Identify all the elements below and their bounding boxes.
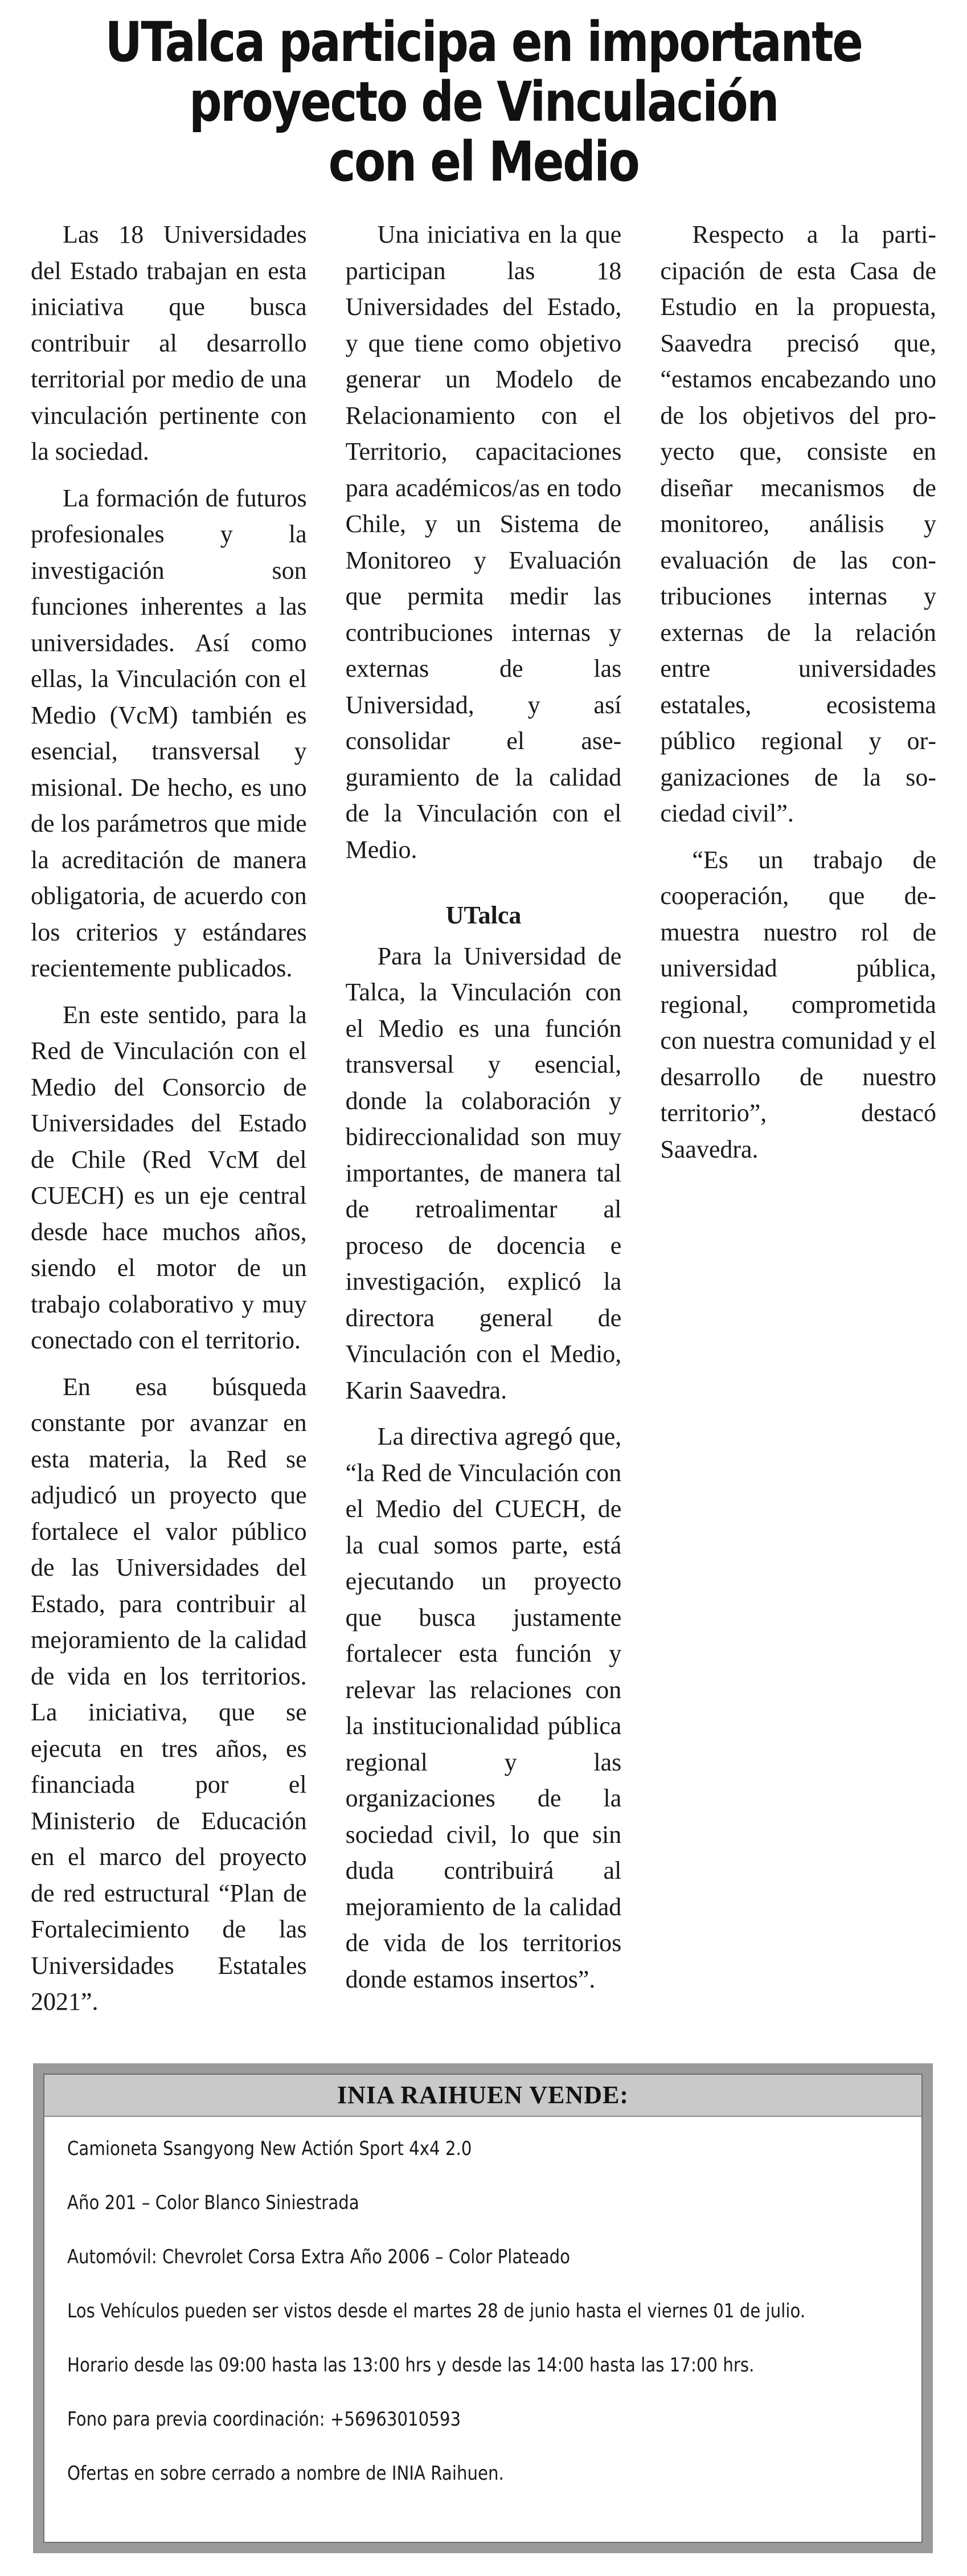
headline-line: proyecto de Vinculación bbox=[189, 70, 778, 134]
article-headline bbox=[96, 10, 870, 194]
ad-line: Automóvil: Chevrolet Corsa Extra Año 2006 – Color Plateado bbox=[67, 2246, 571, 2268]
ad-line: Los Vehículos pueden ser vistos desde el martes 28 de junio hasta el viernes 01 de julio. bbox=[67, 2300, 806, 2323]
article-paragraph: La formación de futuros profesionales y la investigación son funciones inherentes a las universidades. Así como ellas, la Vinculación con el Medio (VcM) también es esencial, transversal y misional. De hecho, es uno de los parámetros que mide la acreditación de manera obligatoria, de acuerdo con los criterios y estándares recientemente publicados. bbox=[31, 484, 307, 982]
article-body bbox=[31, 216, 936, 2022]
article-paragraph: Una iniciativa en la que participan las 18 Universidades del Estado, y que tiene como objetivo generar un Modelo de Relacionamiento con el Territorio, capacitaciones para académicos/as en todo Chile, y un Sistema de Monitoreo y Evaluación que permita medir las contribuciones internas y externas de las Universidad, y así consolidar el aseguramiento de la calidad de la Vinculación con el Medio. bbox=[345, 220, 622, 864]
article-paragraph: Respecto a la participación de esta Casa de Estudio en la propuesta, Saavedra precisó que, “estamos encabezando uno de los objetivos del proyecto que, consiste en diseñar mecanismos de monitoreo, análisis y evaluación de las contribuciones internas y externas de la relación entre universidades estatales, ecosistema público regional y organizaciones de la sociedad civil”. bbox=[660, 220, 936, 827]
article-paragraph: La directiva agregó que, “la Red de Vinculación con el Medio del CUECH, de la cual somos parte, está ejecutando un proyecto que busca justamente fortalecer esta función y relevar las relaciones con la institucionalidad pública regional y las organizaciones de la sociedad civil, lo que sin duda contribuirá al mejoramiento de la calidad de vida de los territorios donde estamos insertos”. bbox=[345, 1422, 622, 1993]
article-paragraph: En esa búsqueda constante por avanzar en esta materia, la Red se adjudicó un proyecto que fortalece el valor público de las Universidades del Estado, para contribuir al mejoramiento de la calidad de vida en los territorios. La iniciativa, que se ejecuta en tres años, es financiada por el Ministerio de Educación en el marco del proyecto de red estructural “Plan de Fortalecimiento de las Universidades Estatales 2021”. bbox=[31, 1372, 307, 2015]
ad-line: Año 201 – Color Blanco Siniestrada bbox=[67, 2191, 359, 2214]
article-paragraph: En este sentido, para la Red de Vinculación con el Medio del Consorcio de Universidades del Estado de Chile (Red VcM del CUECH) es un eje central desde hace muchos años, siendo el motor de un trabajo colaborativo y muy conectado con el territorio. bbox=[31, 1000, 307, 1354]
classified-ad-title: INIA RAIHUEN VENDE: bbox=[44, 2075, 921, 2117]
ad-line: Horario desde las 09:00 hasta las 13:00 hrs y desde las 14:00 hasta las 17:00 hrs. bbox=[67, 2354, 755, 2377]
ad-line: Ofertas en sobre cerrado a nombre de INIA Raihuen. bbox=[67, 2462, 504, 2485]
article-paragraph: Las 18 Universidades del Estado trabajan en esta iniciativa que busca contribuir al desarrollo territorial por medio de una vinculación pertinente con la sociedad. bbox=[31, 220, 307, 465]
classified-ad-lines bbox=[67, 2137, 904, 2516]
classified-ad-panel bbox=[43, 2074, 923, 2543]
article-paragraph: Para la Universidad de Talca, la Vinculación con el Medio es una función transversal y esencial, donde la colaboración y bidireccionalidad son muy importantes, de manera tal de retroalimentar al proceso de docencia e investigación, explicó la directora general de Vinculación con el Medio, Karin Saavedra. bbox=[345, 942, 622, 1404]
article-subhead: UTalca bbox=[445, 901, 522, 929]
headline-line: UTalca participa en importante bbox=[105, 10, 862, 74]
article-paragraph: “Es un trabajo de cooperación, que demuestra nuestro rol de universidad pública, regional, comprometida con nuestra comunidad y el desarrollo de nuestro territorio”, destacó Saavedra. bbox=[660, 845, 936, 1163]
headline-line: con el Medio bbox=[328, 130, 639, 194]
ad-line: Fono para previa coordinación: +56963010593 bbox=[67, 2408, 461, 2431]
classified-ad bbox=[33, 2063, 933, 2553]
ad-line: Camioneta Ssangyong New Actión Sport 4x4 2.0 bbox=[67, 2137, 472, 2160]
